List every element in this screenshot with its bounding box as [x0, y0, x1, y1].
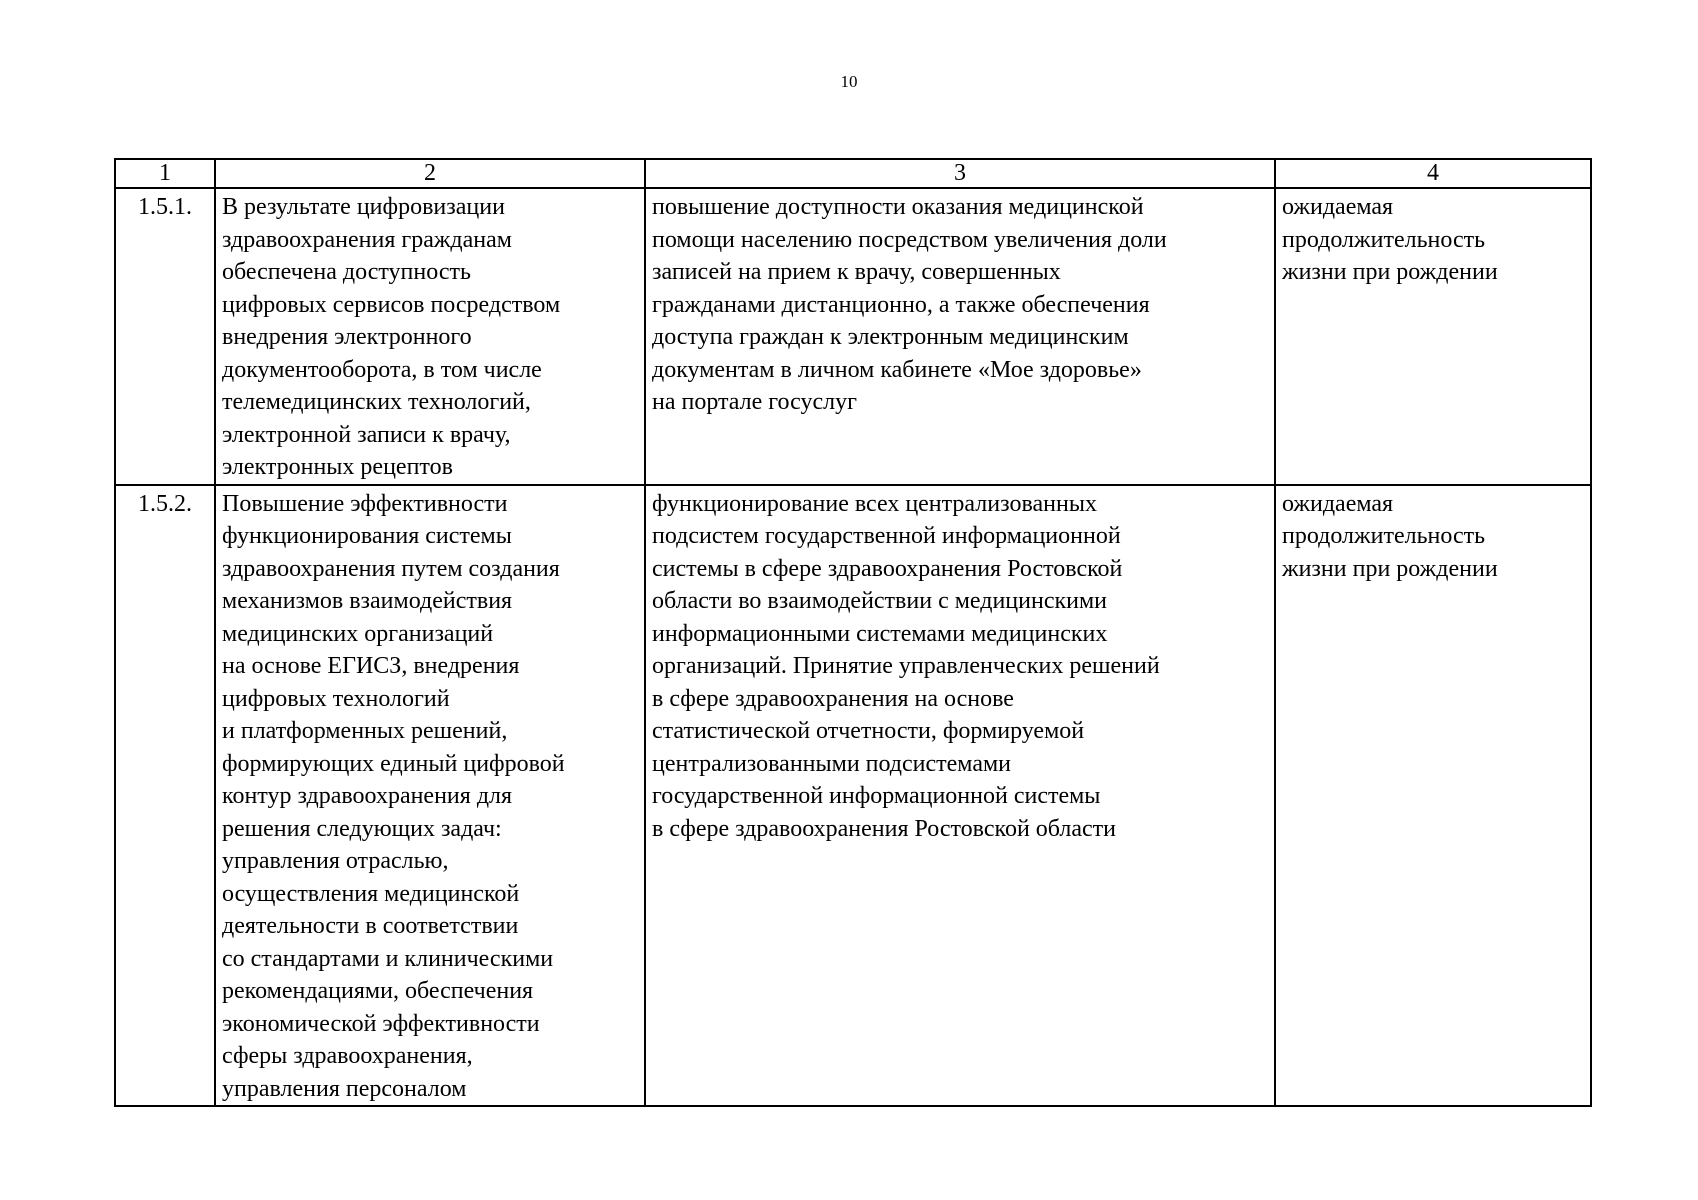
indicator-cell: ожидаемая продолжительность жизни при рождении — [1275, 188, 1591, 485]
column-header-3: 3 — [645, 159, 1275, 188]
table-header-row — [115, 159, 1591, 188]
column-header-1: 1 — [115, 159, 215, 188]
result-description-cell: функционирование всех централизованных подсистем государственной информационной системы в сфере здравоохранения Ростовской области во взаимодействии с медицинскими информационными системами медицинских организаций. Принятие управленческих решений в сфере здравоохранения на основе статистической отчетности, формируемой централизованными подсистемами государственной информационной системы в сфере здравоохранения Ростовской области — [645, 485, 1275, 1107]
task-description-cell: В результате цифровизации здравоохранения гражданам обеспечена доступность цифровых сервисов посредством внедрения электронного документооборота, в том числе телемедицинских технологий, электронной записи к врачу, электронных рецептов — [215, 188, 645, 485]
task-description-cell: Повышение эффективности функционирования системы здравоохранения путем создания механизмов взаимодействия медицинских организаций на основе ЕГИСЗ, внедрения цифровых технологий и платформенных решений, формирующих единый цифровой контур здравоохранения для решения следующих задач: управления отраслью, осуществления медицинской деятельности в соответствии со стандартами и клиническими рекомендациями, обеспечения экономической эффективности сферы здравоохранения, управления персоналом — [215, 485, 645, 1107]
row-number-cell: 1.5.2. — [115, 485, 215, 1107]
table-row — [115, 485, 1591, 1107]
column-header-4: 4 — [1275, 159, 1591, 188]
column-header-2: 2 — [215, 159, 645, 188]
table-row — [115, 188, 1591, 485]
measures-table — [114, 158, 1592, 1107]
indicator-cell: ожидаемая продолжительность жизни при рождении — [1275, 485, 1591, 1107]
row-number-cell: 1.5.1. — [115, 188, 215, 485]
page-number: 10 — [840, 72, 858, 91]
result-description-cell: повышение доступности оказания медицинской помощи населению посредством увеличения доли записей на прием к врачу, совершенных гражданами дистанционно, а также обеспечения доступа граждан к электронным медицинским документам в личном кабинете «Мое здоровье» на портале госуслуг — [645, 188, 1275, 485]
